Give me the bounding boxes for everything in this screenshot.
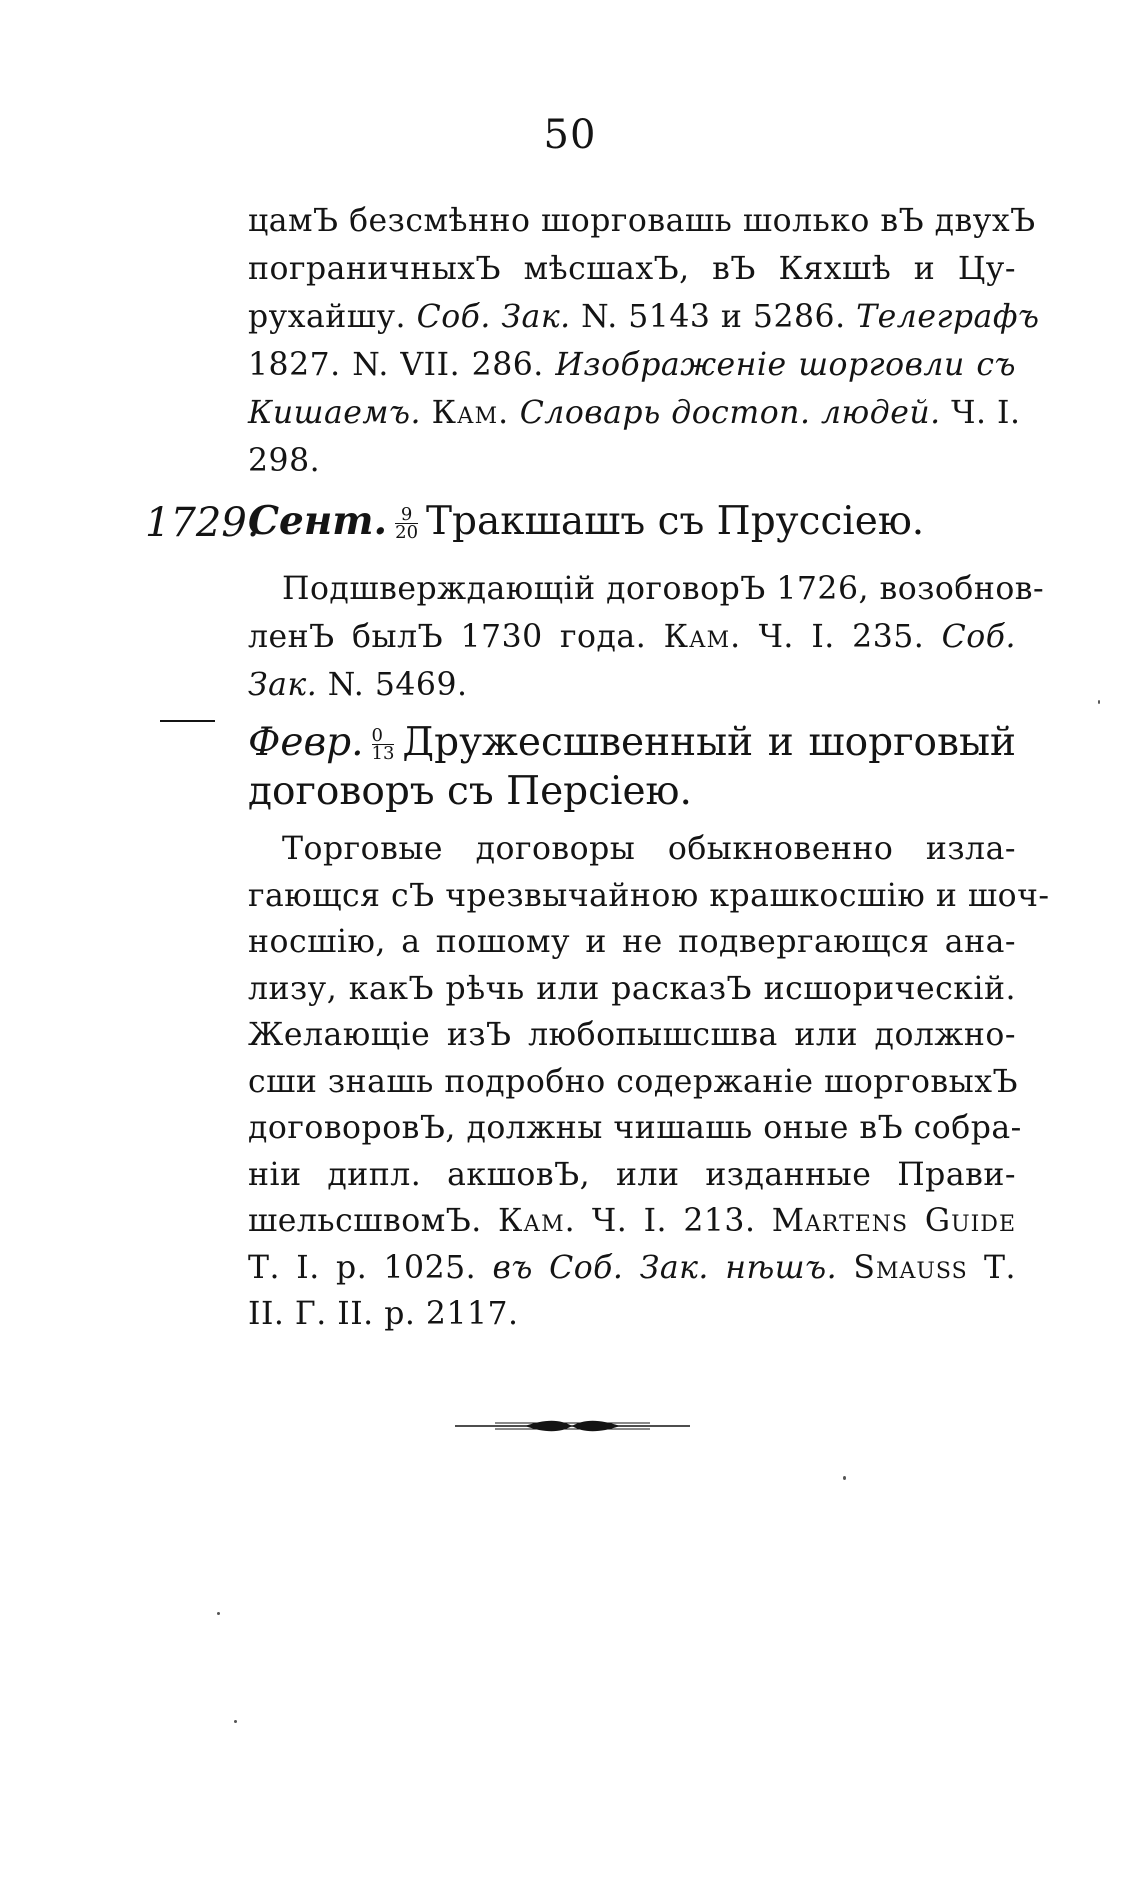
entry-title-continued: договоръ съ Персiею.	[248, 769, 692, 814]
entry-month: Сент.	[248, 498, 388, 544]
text-line: 298.	[248, 443, 321, 479]
paper-speck	[217, 1612, 220, 1615]
ornamental-rule	[455, 1418, 690, 1434]
text-line: Желающiе изЪ любопышсшва или должно-	[248, 1017, 1016, 1053]
text-line: ленЪ былЪ 1730 года. Кам. Ч. I. 235. Соб.	[248, 619, 1016, 655]
text-line: цамЪ безсмѣнно шорговашь шолько вЪ двухЪ	[248, 203, 1036, 239]
text-line: Торговые договоры обыкновенно изла-	[282, 831, 1016, 867]
text-line: рухайшу. Соб. Зак. N. 5143 и 5286. Телеграфъ	[248, 299, 1040, 335]
paper-speck	[843, 1476, 846, 1480]
ditto-dash	[160, 720, 215, 722]
text-line: нiи дипл. акшовЪ, или изданные Прави-	[248, 1156, 1016, 1193]
entry-date-fraction: $\frac{0}{13}$	[371, 725, 395, 764]
text-line: Т. I. р. 1025. въ Соб. Зак. нѣшъ. Smauss Т.	[248, 1249, 1016, 1286]
text-line: шельсшвомЪ. Кам. Ч. I. 213. Martens Guide	[248, 1203, 1017, 1239]
text-line: договоровЪ, должны чишашь оные вЪ собра-	[248, 1110, 1022, 1146]
entry-title: Тракшашъ съ Пруссiею.	[426, 499, 925, 544]
entry-heading-persia	[248, 720, 1016, 814]
entry-date-fraction: $\frac{9}{20}$	[395, 504, 419, 543]
text-line: сши знашь подробно содержанiе шорговыхЪ	[248, 1063, 1019, 1100]
entry-heading-prussia	[248, 498, 924, 544]
text-line: носшiю, а пошому и не подвергающся ана-	[248, 924, 1016, 960]
text-line: 1827. N. VII. 286. Изображенiе шорговли съ	[248, 347, 1016, 383]
text-line: лизу, какЪ рѣчь или расказЪ исшорическiй.	[248, 970, 1016, 1007]
paragraph-prussia	[248, 565, 1045, 709]
text-line: Кишаемъ. Кам. Словарь достоп. людей. Ч. I.	[248, 395, 1021, 431]
text-line: гающся сЪ чрезвычайною крашкосшiю и шоч-	[248, 877, 1050, 914]
page-number: 50	[543, 112, 597, 158]
text-line: пограничныхЪ мѣсшахЪ, вЪ Кяхшѣ и Цу-	[248, 251, 1016, 287]
paper-speck	[234, 1720, 237, 1723]
entry-month: Февр.	[248, 720, 364, 765]
entry-year: 1729.	[145, 500, 260, 546]
paragraph-persia	[248, 826, 1050, 1338]
text-line: II. Г. II. р. 2117.	[248, 1296, 519, 1332]
entry-title: Дружесшвенный и шорговый	[402, 720, 1016, 765]
text-line: Зак. N. 5469.	[248, 667, 468, 703]
text-line: Подшверждающiй договорЪ 1726, возобнов-	[282, 571, 1045, 607]
paragraph-continuation	[248, 197, 1040, 485]
paper-speck	[1098, 700, 1100, 704]
